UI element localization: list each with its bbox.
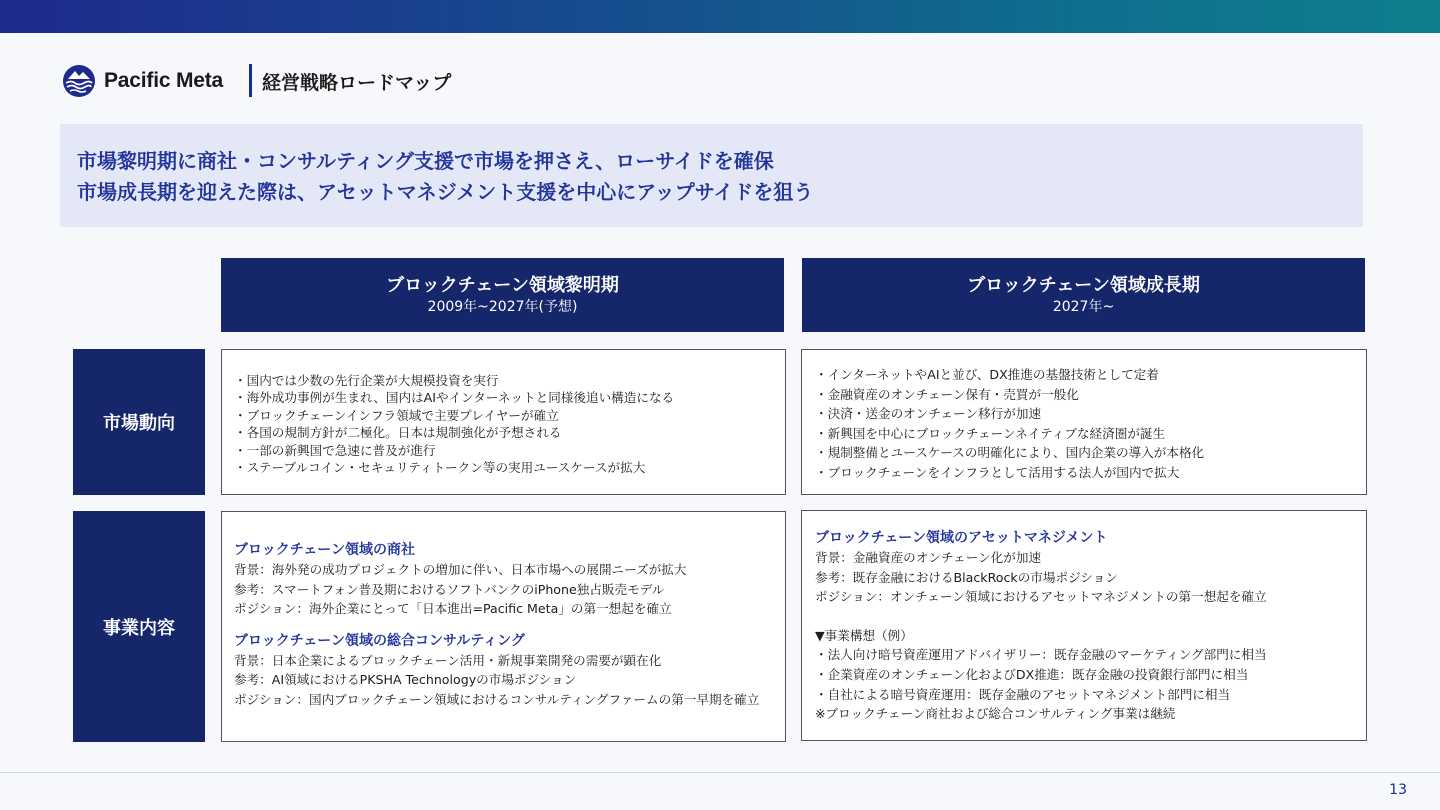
list-item: ・法人向け暗号資産運用アドバイザリー：既存金融のマーケティング部門に相当 [815, 647, 1267, 663]
list-item: ・自社による暗号資産運用：既存金融のアセットマネジメント部門に相当 [815, 686, 1231, 702]
list-item: ・金融資産のオンチェーン保有・売買が一般化 [815, 386, 1079, 402]
list-item: ・ステーブルコイン・セキュリティトークン等の実用ユースケースが拡大 [234, 460, 646, 476]
list-item: ※ブロックチェーン商社および総合コンサルティング事業は継続 [815, 706, 1176, 722]
section-title-consulting: ブロックチェーン領域の総合コンサルティング [234, 632, 525, 649]
column-header-early [221, 258, 784, 332]
list-item: 参考：既存金融におけるBlackRockの市場ポジション [815, 569, 1118, 585]
list-item: ポジション：海外企業にとって「日本進出=Pacific Meta」の第一想起を確立 [234, 601, 672, 617]
list-item: ポジション：オンチェーン領域におけるアセットマネジメントの第一想起を確立 [815, 589, 1267, 605]
plan-title: ▼事業構想（例） [815, 627, 913, 643]
row-header-business: 事業内容 [73, 511, 205, 742]
footer-divider [0, 772, 1440, 773]
list-item: ・海外成功事例が生まれ、国内はAIやインターネットと同様後追い構造になる [234, 390, 675, 406]
column-subtitle-early: 2009年~2027年(予想) [427, 299, 578, 315]
list-item: ・各国の規制方針が二極化。日本は規制強化が予想される [234, 425, 562, 441]
market-early-box [221, 349, 786, 495]
brand-name: Pacific Meta [104, 69, 223, 92]
summary-banner [60, 124, 1363, 227]
section-title-trading: ブロックチェーン領域の商社 [234, 542, 416, 558]
list-item: ・企業資産のオンチェーン化およびDX推進：既存金融の投資銀行部門に相当 [815, 666, 1249, 682]
list-item: 参考：スマートフォン普及期におけるソフトバンクのiPhone独占販売モデル [234, 581, 665, 597]
column-subtitle-growth: 2027年~ [1052, 299, 1115, 315]
list-item: ・一部の新興国で急速に普及が進行 [234, 442, 436, 458]
list-item: 背景：海外発の成功プロジェクトの増加に伴い、日本市場への展開ニーズが拡大 [234, 562, 687, 577]
list-item: ・新興国を中心にブロックチェーンネイティブな経済圏が誕生 [815, 425, 1166, 441]
summary-line-1: 市場黎明期に商社・コンサルティング支援で市場を押さえ、ローサイドを確保 [77, 149, 774, 173]
list-item: ・ブロックチェーンインフラ領域で主要プレイヤーが確立 [234, 407, 559, 423]
list-item: ・ブロックチェーンをインフラとして活用する法人が国内で拡大 [815, 464, 1180, 480]
list-item: 参考：AI領域におけるPKSHA Technologyの市場ポジション [234, 672, 577, 688]
top-gradient-bar [0, 0, 1440, 33]
list-item: ・決済・送金のオンチェーン移行が加速 [815, 406, 1042, 422]
row-header-market: 市場動向 [73, 349, 205, 495]
list-item: ポジション：国内ブロックチェーン領域におけるコンサルティングファームの第一早期を確立 [234, 691, 760, 707]
business-early-box [221, 511, 786, 742]
list-item: 背景：金融資産のオンチェーン化が加速 [815, 550, 1042, 565]
page-number: 13 [1389, 782, 1407, 798]
column-header-growth [802, 258, 1365, 332]
brand-logo [62, 64, 223, 98]
pacific-meta-logo-icon [62, 64, 96, 98]
list-item: ・国内では少数の先行企業が大規模投資を実行 [234, 373, 499, 388]
column-title-growth: ブロックチェーン領域成長期 [967, 275, 1200, 296]
list-item: ・規制整備とユースケースの明確化により、国内企業の導入が本格化 [815, 445, 1205, 461]
summary-line-2: 市場成長期を迎えた際は、アセットマネジメント支援を中心にアップサイドを狙う [77, 180, 814, 204]
business-growth-box [801, 510, 1367, 741]
list-item: 背景：日本企業によるブロックチェーン活用・新規事業開発の需要が顕在化 [234, 652, 662, 668]
title-divider [249, 64, 252, 97]
section-title-asset-management: ブロックチェーン領域のアセットマネジメント [815, 530, 1108, 546]
page-title: 経営戦略ロードマップ [262, 72, 452, 94]
list-item: ・インターネットやAIと並び、DX推進の基盤技術として定着 [815, 367, 1159, 382]
column-title-early: ブロックチェーン領域黎明期 [386, 275, 619, 296]
market-growth-box [801, 349, 1367, 495]
